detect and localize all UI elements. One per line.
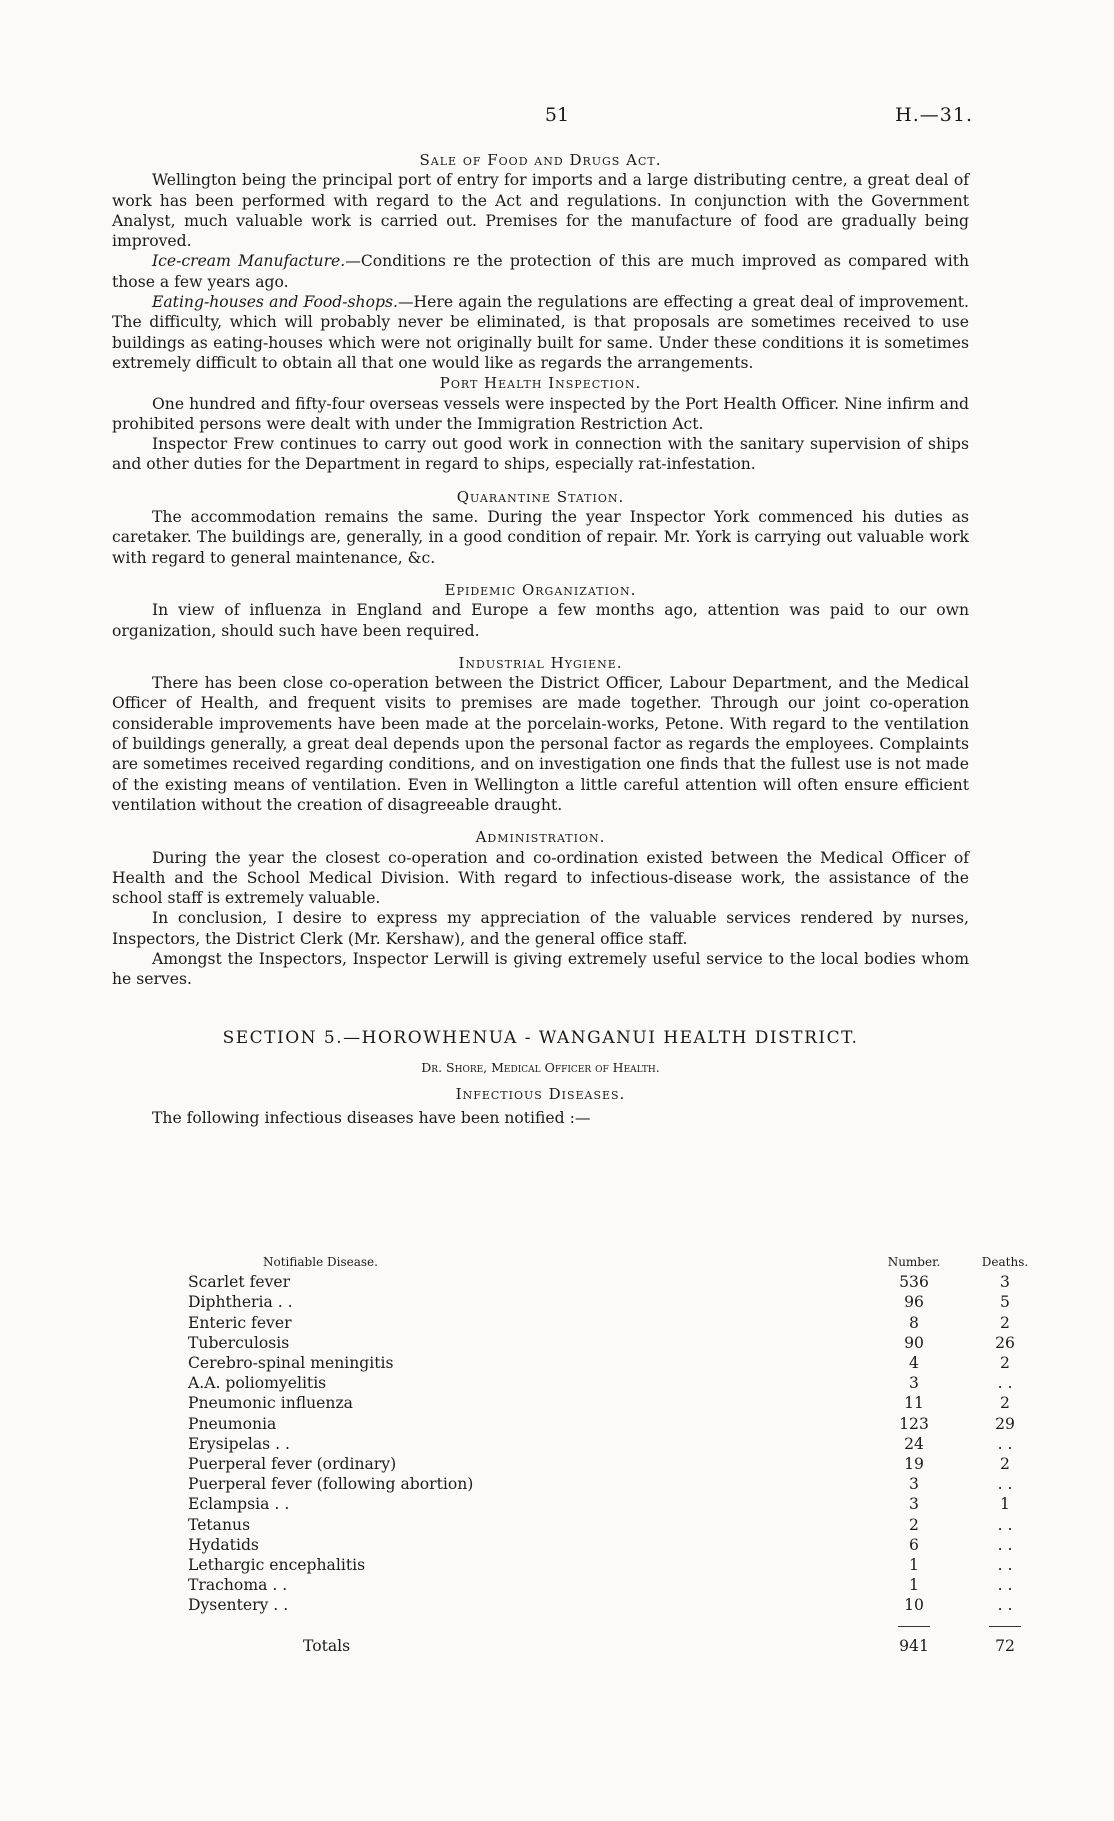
- disease-number: 24: [904, 1434, 924, 1453]
- table-row: [188, 1373, 1050, 1393]
- disease-deaths: 2: [1000, 1455, 1010, 1474]
- disease-number: 11: [904, 1394, 924, 1413]
- disease-deaths: 2: [1000, 1313, 1010, 1332]
- disease-number: 4: [909, 1354, 919, 1373]
- disease-deaths: . .: [997, 1596, 1013, 1615]
- heading-industrial-hygiene: Industrial Hygiene.: [458, 653, 623, 672]
- paragraph: In view of influenza in England and Europe a few months ago, attention was paid to our own organization, should such have been required.: [112, 601, 969, 640]
- paragraph: One hundred and fifty-four overseas vessels were inspected by the Port Health Officer. Nine infirm and prohibited persons were dealt with under the Immigration Restriction Act.: [112, 394, 969, 433]
- table-row: [188, 1555, 1050, 1575]
- paragraph: During the year the closest co-operation and co-ordination existed between the Medical Officer of Health and the School Medical Division. With regard to infectious-disease work, the assistance of the school staff is extremely valuable.: [112, 848, 969, 908]
- paragraph: Inspector Frew continues to carry out good work in connection with the sanitary supervision of ships and other duties for the Department in regard to ships, especially rat-infestation.: [112, 435, 969, 474]
- table-row: [188, 1535, 1050, 1555]
- disease-number: 10: [904, 1596, 924, 1615]
- table-row: [188, 1333, 1050, 1353]
- disease-number: 1: [909, 1556, 919, 1575]
- disease-name: Trachoma . .: [188, 1576, 288, 1595]
- disease-number: 1: [909, 1576, 919, 1595]
- header-deaths: Deaths.: [981, 1255, 1029, 1269]
- disease-deaths: 5: [1000, 1293, 1010, 1312]
- table-row: [188, 1454, 1050, 1474]
- disease-number: 19: [904, 1455, 924, 1474]
- disease-number: 8: [909, 1313, 919, 1332]
- disease-name: Erysipelas . .: [188, 1434, 290, 1453]
- table-row: [188, 1515, 1050, 1535]
- table-row: [188, 1313, 1050, 1333]
- table-row: [188, 1575, 1050, 1595]
- totals-row: [188, 1636, 1050, 1656]
- document-reference: H.—31.: [895, 104, 973, 126]
- disease-name: Pneumonic influenza: [188, 1394, 353, 1413]
- paragraph: In conclusion, I desire to express my appreciation of the valuable services rendered by nurses, Inspectors, the District Clerk (Mr. Kershaw), and the general office staff.: [112, 909, 969, 948]
- disease-name: Lethargic encephalitis: [188, 1556, 366, 1575]
- disease-name: Tetanus: [188, 1515, 251, 1534]
- paragraph-ice-cream: Ice-cream Manufacture.—Conditions re the protection of this are much improved as compared with those a few years ago.: [112, 252, 969, 291]
- disease-number: 3: [909, 1374, 919, 1393]
- heading-epidemic: Epidemic Organization.: [444, 580, 637, 599]
- disease-number: 3: [909, 1475, 919, 1494]
- disease-deaths: . .: [997, 1556, 1013, 1575]
- section-5-title: SECTION 5.—HOROWHENUA - WANGANUI HEALTH DISTRICT.: [222, 1027, 859, 1048]
- disease-deaths: . .: [997, 1475, 1013, 1494]
- paragraph: The accommodation remains the same. During the year Inspector York commenced his duties as caretaker. The buildings are, generally, in a good condition of repair. Mr. York is carrying out valuable work with regard to general maintenance, &c.: [112, 508, 969, 567]
- disease-number: 6: [909, 1535, 919, 1554]
- table-row: [188, 1434, 1050, 1454]
- header-disease: Notifiable Disease.: [263, 1255, 378, 1269]
- disease-deaths: 2: [1000, 1354, 1010, 1373]
- disease-number: 90: [904, 1333, 924, 1352]
- totals-deaths: 72: [995, 1636, 1015, 1655]
- body-text: [112, 150, 969, 1129]
- disease-name: Hydatids: [188, 1535, 259, 1554]
- disease-deaths: . .: [997, 1515, 1013, 1534]
- table-row: [188, 1353, 1050, 1373]
- disease-deaths: 2: [1000, 1394, 1010, 1413]
- table-header-row: [188, 1252, 1050, 1272]
- table-intro: The following infectious diseases have been notified :—: [152, 1109, 591, 1128]
- paragraph: Wellington being the principal port of entry for imports and a large distributing centre, a great deal of work has been performed with regard to the Act and regulations. In conjunction with the Government Analyst, much valuable work is carried out. Premises for the manufacture of food are gradually being improved.: [112, 171, 969, 251]
- table-row: [188, 1494, 1050, 1514]
- disease-name: Pneumonia: [188, 1414, 277, 1433]
- paragraph: There has been close co-operation between the District Officer, Labour Department, and the Medical Officer of Health, and frequent visits to premises are made together. Through our joint co-operation considerable improvements have been made at the porcelain-works, Petone. With regard to the ventilation of buildings generally, a great deal depends upon the personal factor as regards the employees. Complaints are sometimes received regarding conditions, and on investigation one finds that the fullest use is not made of the existing means of ventilation. Even in Wellington a little careful attention will often ensure efficient ventilation without the creation of disagreeable draught.: [112, 674, 969, 814]
- infectious-diseases-table: [188, 1252, 1050, 1656]
- medical-officer-line: Dr. Shore, Medical Officer of Health.: [421, 1059, 660, 1075]
- table-row: [188, 1292, 1050, 1312]
- table-row: [188, 1272, 1050, 1292]
- disease-deaths: 29: [995, 1414, 1015, 1433]
- disease-name: Cerebro-spinal meningitis: [188, 1354, 394, 1373]
- disease-name: Dysentery . .: [188, 1596, 289, 1615]
- disease-name: Puerperal fever (following abortion): [188, 1475, 474, 1494]
- disease-name: Diphtheria . .: [188, 1293, 293, 1312]
- page-number: 51: [544, 104, 570, 126]
- disease-deaths: . .: [997, 1434, 1013, 1453]
- totals-number: 941: [899, 1636, 929, 1655]
- header-number: Number.: [887, 1255, 941, 1269]
- disease-name: A.A. poliomyelitis: [188, 1374, 327, 1393]
- heading-port-health: Port Health Inspection.: [439, 374, 642, 393]
- table-row: [188, 1595, 1050, 1615]
- disease-name: Puerperal fever (ordinary): [188, 1455, 397, 1474]
- disease-number: 536: [899, 1273, 929, 1292]
- disease-deaths: . .: [997, 1576, 1013, 1595]
- totals-label: Totals: [303, 1636, 351, 1655]
- heading-quarantine: Quarantine Station.: [456, 487, 625, 506]
- disease-number: 3: [909, 1495, 919, 1514]
- disease-deaths: 26: [995, 1333, 1015, 1352]
- paragraph: Amongst the Inspectors, Inspector Lerwill is giving extremely useful service to the local bodies whom he serves.: [112, 949, 969, 989]
- disease-deaths: . .: [997, 1374, 1013, 1393]
- heading-administration: Administration.: [475, 828, 606, 847]
- disease-name: Tuberculosis: [188, 1333, 290, 1352]
- disease-deaths: 1: [1000, 1495, 1010, 1514]
- disease-name: Eclampsia . .: [188, 1495, 290, 1514]
- disease-number: 2: [909, 1515, 919, 1534]
- disease-deaths: . .: [997, 1535, 1013, 1554]
- heading-sale-of-food: Sale of Food and Drugs Act.: [419, 151, 662, 169]
- table-row: [188, 1414, 1050, 1434]
- table-row: [188, 1393, 1050, 1413]
- table-row: [188, 1474, 1050, 1494]
- disease-name: Scarlet fever: [188, 1273, 291, 1292]
- disease-name: Enteric fever: [188, 1313, 292, 1332]
- disease-number: 123: [899, 1414, 929, 1433]
- disease-deaths: 3: [1000, 1273, 1010, 1292]
- totals-rule: [188, 1616, 1050, 1636]
- paragraph-eating-houses: Eating-houses and Food-shops.—Here again the regulations are effecting a great deal of improvement. The difficulty, which will probably never be eliminated, is that proposals are sometimes received to use buildings as eating-houses which were not originally built for same. Under these conditions it is sometimes extremely difficult to obtain all that one would like as regards the arrangements.: [112, 293, 969, 372]
- heading-infectious-diseases: Infectious Diseases.: [455, 1085, 626, 1104]
- disease-number: 96: [904, 1293, 924, 1312]
